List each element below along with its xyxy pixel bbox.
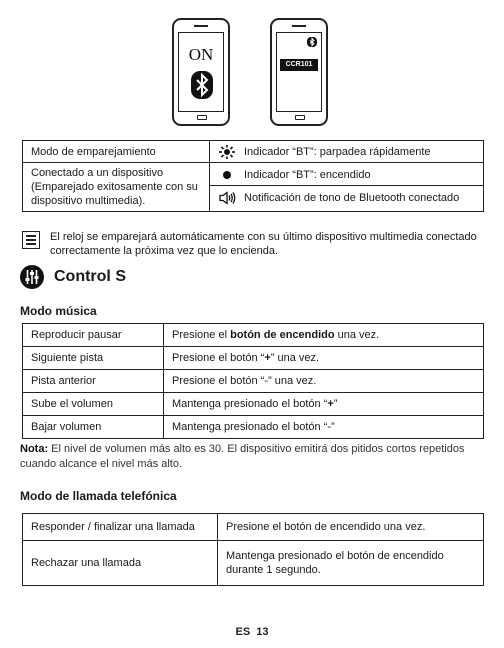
phone-home-button (197, 115, 207, 120)
table-row (23, 347, 484, 370)
speaker-sound-icon (218, 191, 236, 205)
table-cell: Mantenga presionado el botón de encendido durante 1 segundo. (218, 541, 484, 586)
table-cell: Mantenga presionado el botón “-” (164, 416, 484, 439)
table-cell: Presione el botón “-” una vez. (164, 370, 484, 393)
table-row (23, 141, 484, 163)
table-cell (210, 163, 484, 212)
table-cell: Rechazar una llamada (23, 541, 218, 586)
table-cell: Reproducir pausar (23, 324, 164, 347)
on-text: ON (188, 45, 214, 64)
volume-note (20, 442, 486, 472)
section-title: Control S (54, 268, 126, 285)
pairing-table (22, 140, 484, 212)
device-label: CCR101 (280, 59, 318, 71)
table-row (23, 163, 484, 212)
indicator (218, 145, 475, 159)
note (22, 230, 484, 258)
note-label: Nota: (20, 443, 49, 455)
call-mode-heading: Modo de llamada telefónica (20, 489, 177, 503)
phones-illustration (0, 18, 504, 128)
page-number: ES 13 (235, 626, 269, 638)
phone-screen (276, 32, 322, 112)
table-cell: Responder / finalizar una llamada (23, 514, 218, 541)
table-cell: Presione el botón de encendido una vez. (164, 324, 484, 347)
table-cell: Mantenga presionado el botón “+” (164, 393, 484, 416)
table-row (23, 393, 484, 416)
phone-connected (270, 18, 328, 126)
table-cell: Sube el volumen (23, 393, 164, 416)
indicator (210, 164, 483, 186)
phone-speaker (194, 25, 208, 27)
table-row (23, 416, 484, 439)
solid-light-icon (218, 168, 236, 182)
note-icon (22, 231, 40, 249)
table-cell: Pista anterior (23, 370, 164, 393)
call-mode-table (22, 513, 484, 586)
blinking-light-icon (218, 145, 236, 159)
table-cell: Presione el botón “+” una vez. (164, 347, 484, 370)
music-mode-table (22, 323, 484, 439)
table-cell: Presione el botón de encendido una vez. (218, 514, 484, 541)
table-cell: Conectado a un dispositivo (Emparejado exitosamente con su dispositivo multimedia). (23, 163, 210, 212)
bluetooth-icon (191, 71, 213, 99)
table-cell: Bajar volumen (23, 416, 164, 439)
indicator-text: Indicador “BT”: parpadea rápidamente (244, 145, 431, 158)
indicator-text: Notificación de tono de Bluetooth conectado (244, 192, 460, 204)
phone-home-button (295, 115, 305, 120)
note-body: El nivel de volumen más alto es 30. El dispositivo emitirá dos pitidos cortos repetidos cuando alcance el nivel más alto. (20, 443, 465, 470)
table-row (23, 541, 484, 586)
table-cell: Modo de emparejamiento (23, 141, 210, 163)
indicator-text: Indicador “BT”: encendido (244, 168, 371, 181)
music-mode-heading: Modo música (20, 304, 97, 318)
controls-icon (20, 265, 44, 289)
table-cell (210, 141, 484, 163)
bluetooth-icon (307, 37, 317, 47)
phone-speaker (292, 25, 306, 27)
note-text: El reloj se emparejará automáticamente con su último dispositivo multimedia conectado correctamente la próxima vez que lo encienda. (50, 231, 477, 257)
table-row (23, 370, 484, 393)
table-row (23, 324, 484, 347)
control-heading (20, 265, 126, 289)
indicator (210, 186, 483, 210)
phone-on (172, 18, 230, 126)
table-cell: Siguiente pista (23, 347, 164, 370)
table-row (23, 514, 484, 541)
phone-screen (178, 32, 224, 112)
